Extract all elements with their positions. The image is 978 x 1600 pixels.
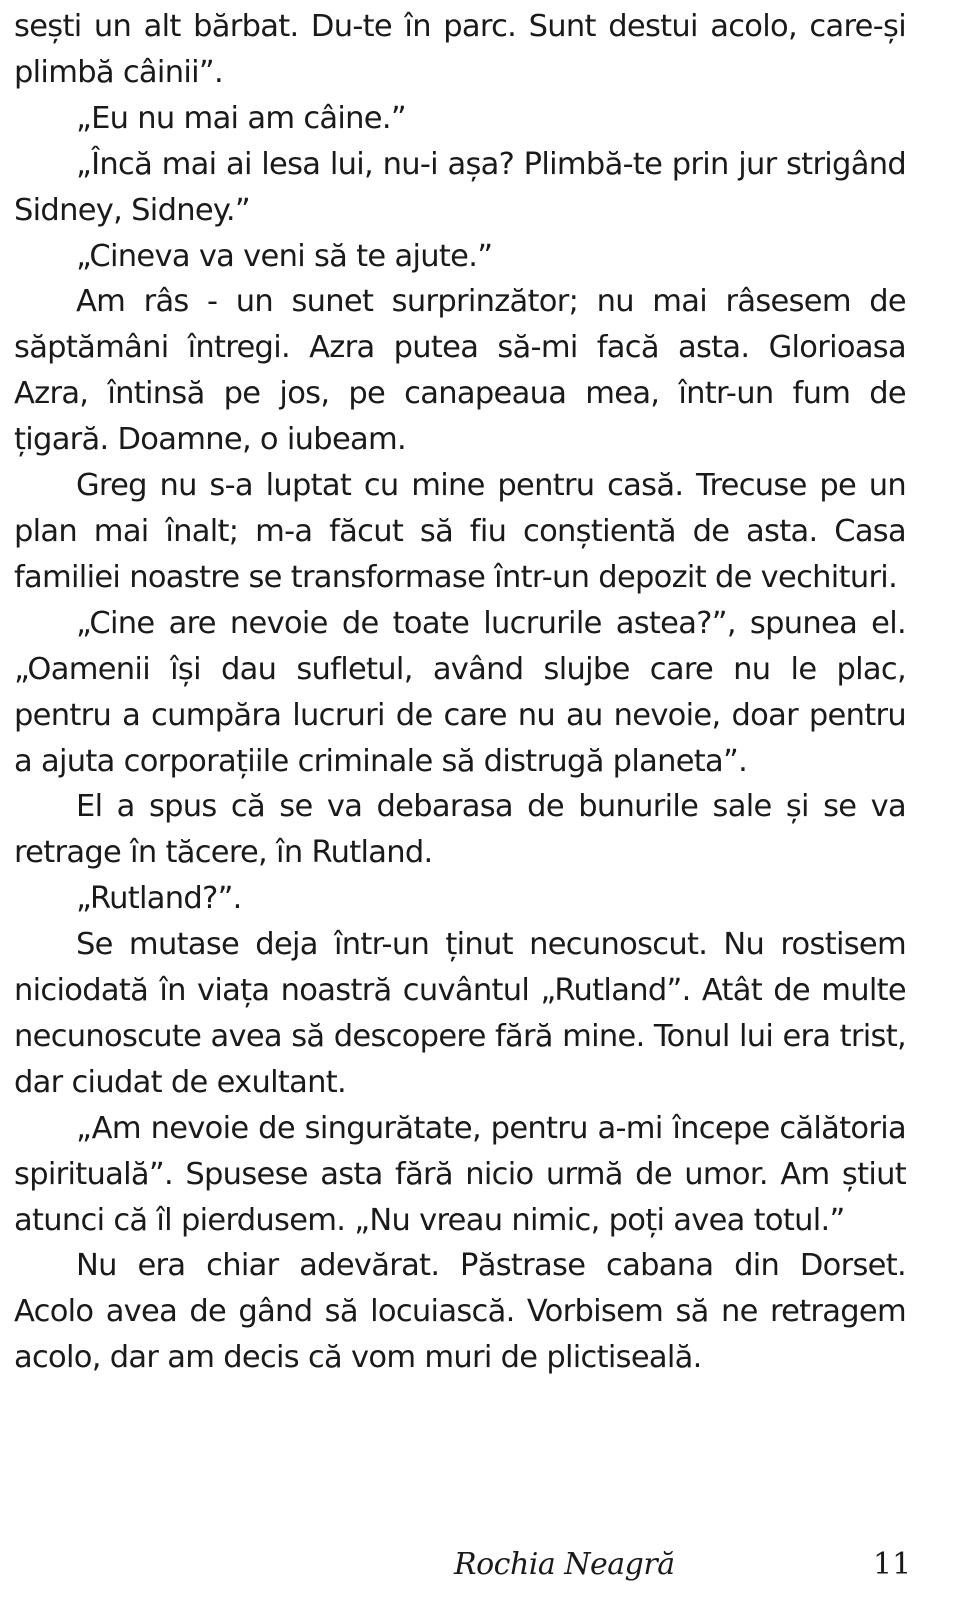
- page-footer: [0, 1540, 978, 1590]
- paragraph-11: „Am nevoie de singurătate, pentru a-mi începe călătoria spirituală”. Spusese asta fără nicio urmă de umor. Am știut atunci că îl pierdusem. „Nu vreau nimic, poți avea totul.”: [14, 1110, 906, 1238]
- paragraph-8: El a spus că se va debarasa de bunurile sale și se va retrage în tăcere, în Rutland.: [14, 789, 906, 871]
- page-number: 11: [873, 1547, 912, 1582]
- paragraph-2: „Eu nu mai am câine.”: [76, 100, 406, 136]
- paragraph-7: „Cine are nevoie de toate lucrurile astea?”, spunea el. „Oamenii își dau sufletul, având slujbe care nu le plac, pentru a cumpăra lucruri de care nu au nevoie, doar pentru a ajuta corporațiile criminale să distrugă planeta”.: [14, 605, 906, 779]
- paragraph-6: Greg nu s-a luptat cu mine pentru casă. Trecuse pe un plan mai înalt; m-a făcut să fiu conștientă de asta. Casa familiei noastre se transformase într-un depozit de vechituri.: [14, 468, 906, 595]
- paragraph-9: „Rutland?”.: [76, 881, 242, 917]
- paragraph-3: „Încă mai ai lesa lui, nu-i așa? Plimbă-te prin jur strigând Sidney, Sidney.”: [14, 146, 906, 228]
- paragraph-10: Se mutase deja într-un ținut necunoscut. Nu rostisem niciodată în viața noastră cuvântul „Rutland”. Atât de multe necunoscute avea să descopere fără mine. Tonul lui era trist, dar ciudat de exultant.: [14, 927, 906, 1100]
- body-text: [14, 4, 906, 1381]
- paragraph-1: sești un alt bărbat. Du-te în parc. Sunt destui acolo, care-și plimbă câinii”.: [14, 9, 906, 90]
- running-footer-title: Rochia Neagră: [454, 1547, 675, 1582]
- paragraph-4: „Cineva va veni să te ajute.”: [76, 238, 493, 274]
- paragraph-12: Nu era chiar adevărat. Păstrase cabana din Dorset. Acolo avea de gând să locuiască. Vorbisem să ne retragem acolo, dar am decis că vom muri de plictiseală.: [14, 1248, 906, 1376]
- paragraph-5: Am râs - un sunet surprinzător; nu mai râsesem de săptămâni întregi. Azra putea să-mi facă asta. Glorioasa Azra, întinsă pe jos, pe canapeaua mea, într-un fum de țigară. Doamne, o iubeam.: [14, 284, 906, 458]
